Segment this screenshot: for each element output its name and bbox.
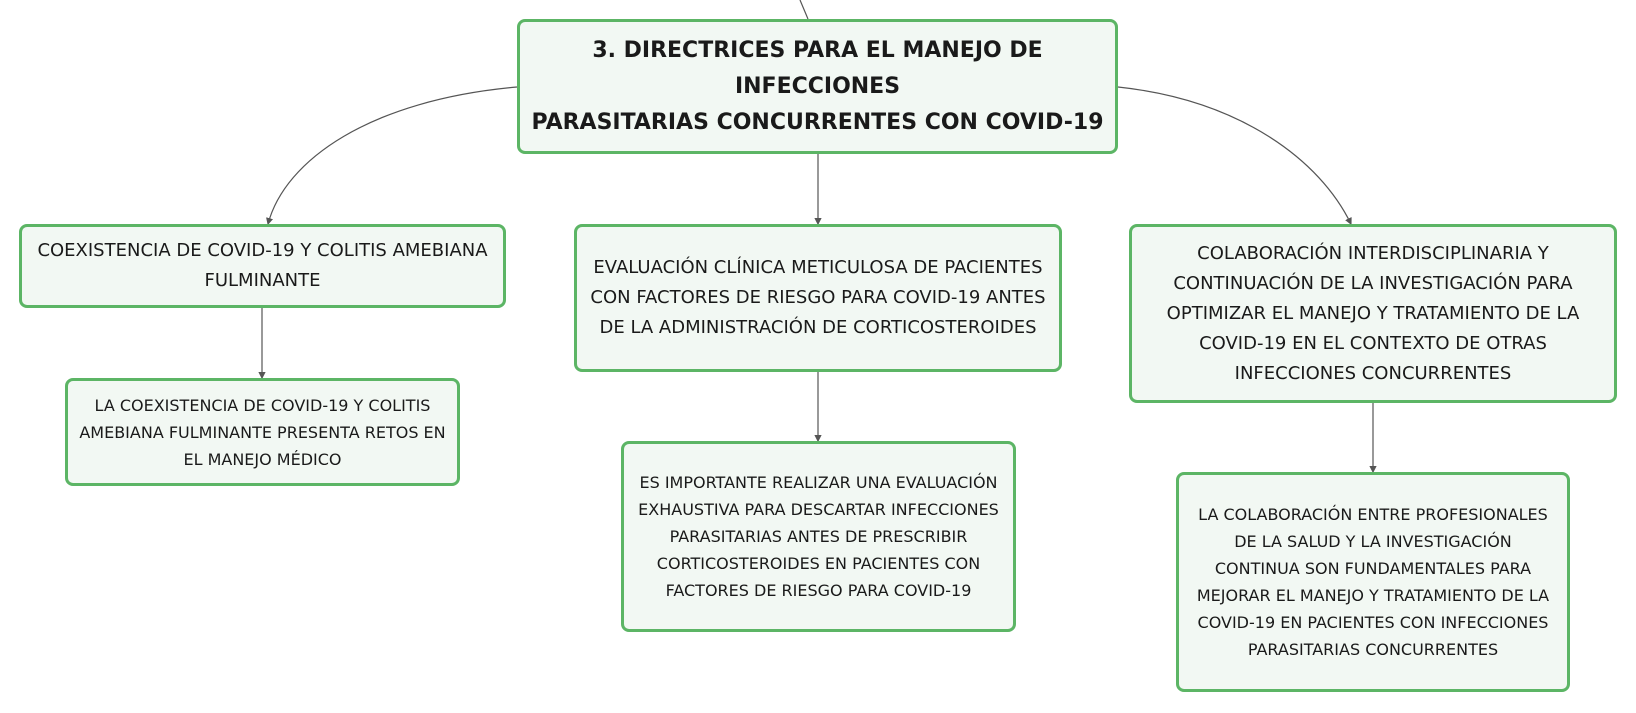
branch-topic-coexistencia[interactable] bbox=[19, 224, 506, 308]
root-topic-label: 3. DIRECTRICES PARA EL MANEJO DE INFECCIONES PARASITARIAS CONCURRENTES CON COVID-19 bbox=[531, 37, 1104, 135]
connector-root-to-branch-1 bbox=[268, 87, 517, 224]
detail-topic-colaboracion[interactable] bbox=[1176, 472, 1570, 692]
branch-topic-label: EVALUACIÓN CLÍNICA METICULOSA DE PACIENTES CON FACTORES DE RIESGO PARA COVID-19 ANTES DE LA ADMINISTRACIÓN DE CORTICOSTEROIDES bbox=[590, 257, 1046, 338]
branch-topic-label: COLABORACIÓN INTERDISCIPLINARIA Y CONTINUACIÓN DE LA INVESTIGACIÓN PARA OPTIMIZAR EL MANEJO Y TRATAMIENTO DE LA COVID-19 EN EL CONTEXTO DE OTRAS INFECCIONES CONCURRENTES bbox=[1166, 242, 1580, 384]
branch-topic-label: COEXISTENCIA DE COVID-19 Y COLITIS AMEBIANA FULMINANTE bbox=[37, 240, 488, 291]
detail-topic-label: LA COEXISTENCIA DE COVID-19 Y COLITIS AMEBIANA FULMINANTE PRESENTA RETOS EN EL MANEJO MÉDICO bbox=[79, 395, 446, 469]
detail-topic-label: LA COLABORACIÓN ENTRE PROFESIONALES DE LA SALUD Y LA INVESTIGACIÓN CONTINUA SON FUNDAMENTALES PARA MEJORAR EL MANEJO Y TRATAMIENTO DE LA COVID-19 EN PACIENTES CON INFECCIONES PARASITARIAS CONCURRENTES bbox=[1196, 505, 1550, 659]
branch-topic-colaboracion[interactable] bbox=[1129, 224, 1617, 403]
root-topic[interactable] bbox=[517, 19, 1118, 154]
detail-topic-coexistencia[interactable] bbox=[65, 378, 460, 486]
branch-topic-evaluacion[interactable] bbox=[574, 224, 1062, 372]
detail-topic-evaluacion[interactable] bbox=[621, 441, 1016, 632]
detail-topic-label: ES IMPORTANTE REALIZAR UNA EVALUACIÓN EXHAUSTIVA PARA DESCARTAR INFECCIONES PARASITARIAS ANTES DE PRESCRIBIR CORTICOSTEROIDES EN PACIENTES CON FACTORES DE RIESGO PARA COVID-19 bbox=[638, 473, 999, 600]
connector-root-to-branch-3 bbox=[1118, 87, 1351, 224]
connector-parent-to-root bbox=[800, 0, 808, 19]
